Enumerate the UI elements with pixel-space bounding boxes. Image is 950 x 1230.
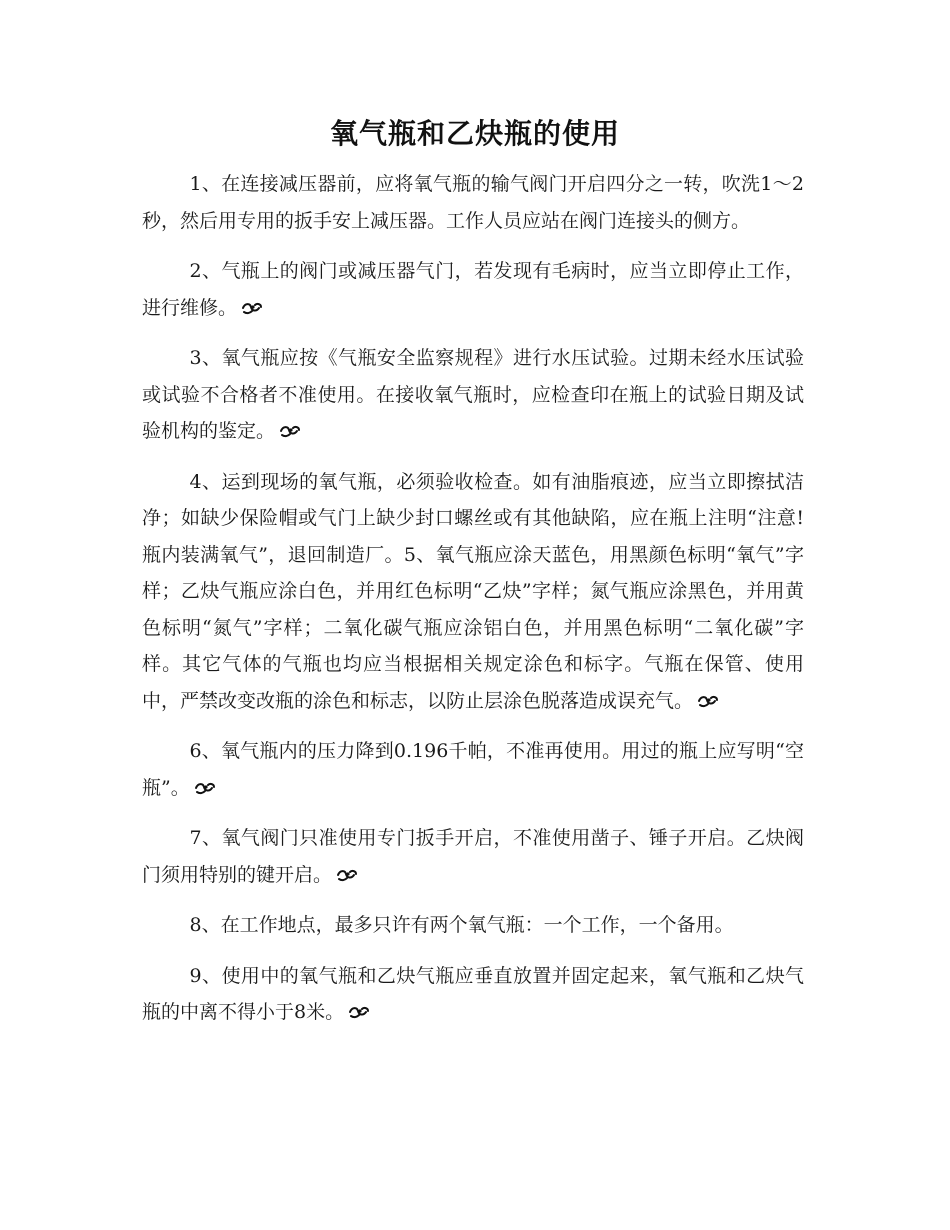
paragraph-text: 2、气瓶上的阀门或减压器气门，若发现有毛病时，应当立即停止工作，进行维修。 (142, 260, 804, 319)
paragraph-3 (142, 340, 804, 450)
paragraph-7 (142, 907, 804, 944)
flourish-mark-icon (279, 424, 301, 438)
paragraph-5 (142, 733, 804, 806)
paragraph-1 (142, 166, 804, 239)
flourish-mark-icon (348, 1005, 370, 1019)
document-title: 氧气瓶和乙炔瓶的使用 (329, 117, 620, 150)
paragraph-text: 3、氧气瓶应按《气瓶安全监察规程》进行水压试验。过期未经水压试验或试验不合格者不准使用。在接收氧气瓶时，应检查印在瓶上的试验日期及试验机构的鉴定。 (142, 347, 804, 442)
paragraph-2 (142, 253, 804, 326)
paragraph-6 (142, 820, 804, 893)
paragraph-text: 6、氧气瓶内的压力降到0.196千帕，不准再使用。用过的瓶上应写明“空瓶”。 (142, 740, 804, 799)
document-body (142, 166, 804, 1045)
paragraph-text: 8、在工作地点，最多只许有两个氧气瓶：一个工作，一个备用。 (189, 914, 734, 936)
paragraph-text: 1、在连接减压器前，应将氧气瓶的输气阀门开启四分之一转，吹洗1～2秒，然后用专用的扳手安上减压器。工作人员应站在阀门连接头的侧方。 (142, 173, 804, 232)
flourish-mark-icon (194, 781, 216, 795)
flourish-mark-icon (241, 301, 263, 315)
flourish-mark-icon (697, 694, 719, 708)
paragraph-text: 9、使用中的氧气瓶和乙炔气瓶应垂直放置并固定起来，氧气瓶和乙炔气瓶的中离不得小于8米。 (142, 964, 804, 1023)
paragraph-8 (142, 958, 804, 1031)
paragraph-text: 7、氧气阀门只准使用专门扳手开启，不准使用凿子、锤子开启。乙炔阀门须用特别的键开启。 (142, 827, 804, 886)
flourish-mark-icon (336, 868, 358, 882)
paragraph-4 (142, 464, 804, 720)
paragraph-text: 4、运到现场的氧气瓶，必须验收检查。如有油脂痕迹，应当立即擦拭洁净；如缺少保险帽或气门上缺少封口螺丝或有其他缺陷，应在瓶上注明“注意!瓶内装满氧气”，退回制造厂。5、氧气瓶应涂天蓝色，用黑颜色标明“氧气”字样；乙炔气瓶应涂白色，并用红色标明“乙炔”字样；氮气瓶应涂黑色，并用黄色标明“氮气”字样；二氧化碳气瓶应涂铝白色，并用黑色标明“二氧化碳”字样。其它气体的气瓶也均应当根据相关规定涂色和标字。气瓶在保管、使用中，严禁改变改瓶的涂色和标志，以防止层涂色脱落造成误充气。 (142, 470, 804, 712)
